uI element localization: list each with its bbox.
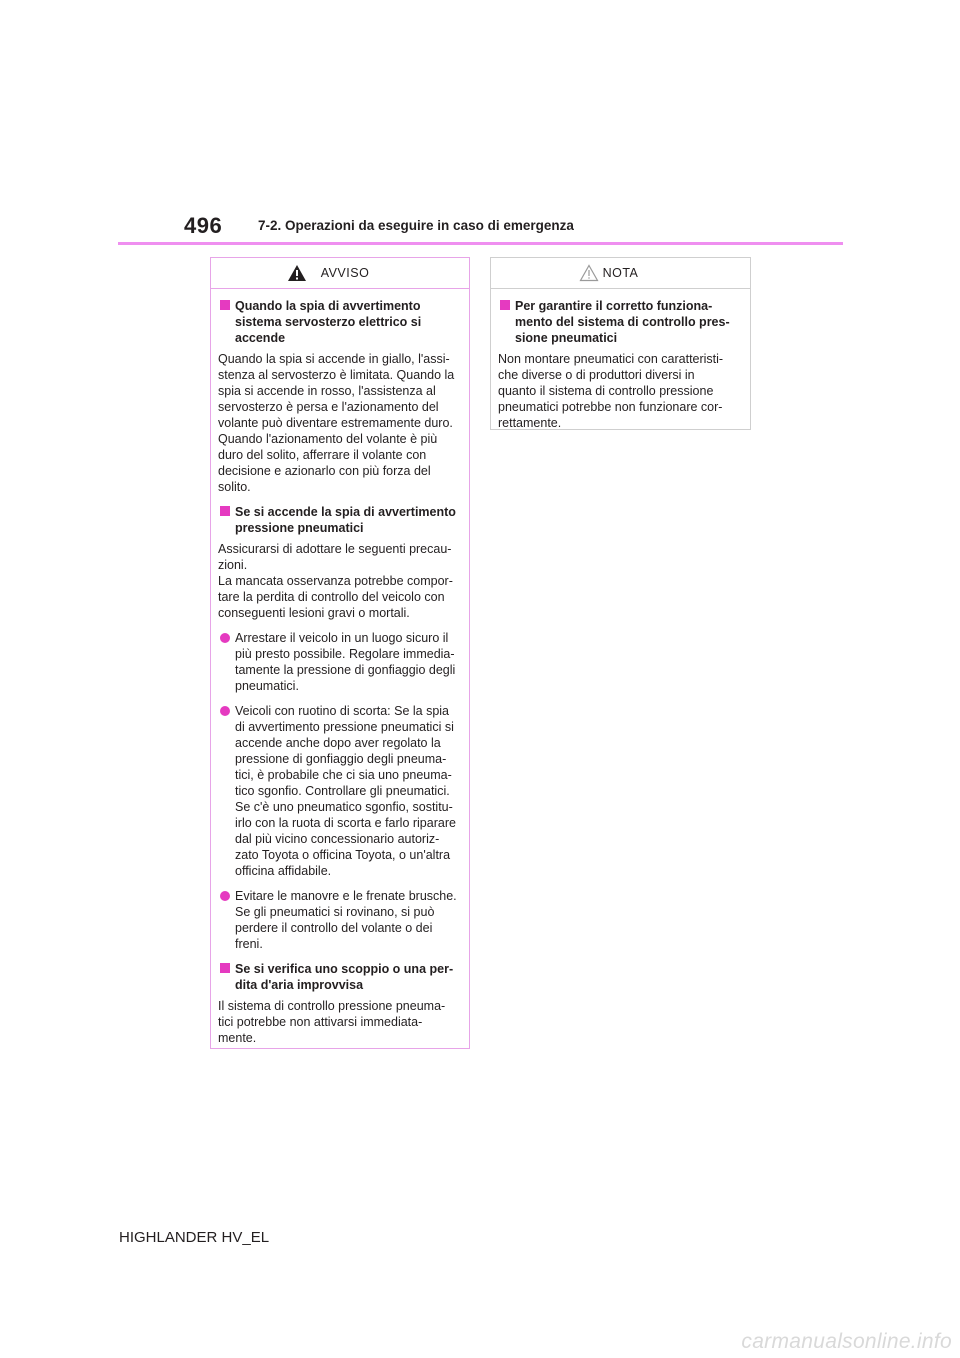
text-line: Evitare le manovre e le frenate brusche.	[235, 889, 457, 903]
nota-header	[491, 258, 750, 289]
text-line: Non montare pneumatici con caratteristi-	[498, 352, 724, 366]
nota-box	[490, 257, 751, 430]
text-line: tici potrebbe non attivarsi immediata-	[218, 1015, 423, 1029]
paragraph	[218, 541, 463, 621]
text-line: Se si verifica uno scoppio o una per-	[235, 962, 454, 976]
text-line: servosterzo è persa e l'azionamento del	[218, 400, 439, 414]
avviso-label: AVVISO	[320, 266, 370, 280]
paragraph	[218, 351, 463, 495]
bullet-item	[218, 703, 463, 879]
text-line: dal più vicino concessionario autoriz-	[235, 832, 440, 846]
caution-outline-icon	[579, 264, 599, 282]
square-bullet-icon	[500, 300, 510, 310]
item-heading	[218, 504, 463, 536]
text-line: pressione di gonfiaggio degli pneuma-	[235, 752, 447, 766]
text-line: Assicurarsi di adottare le seguenti precau-	[218, 542, 452, 556]
paragraph	[218, 998, 463, 1046]
text-line: sistema servosterzo elettrico si	[235, 315, 422, 329]
text-line: rettamente.	[498, 416, 562, 430]
nota-label: NOTA	[602, 266, 639, 280]
text-line: accende anche dopo aver regolato la	[235, 736, 441, 750]
text-line: stenza al servosterzo è limitata. Quando la	[218, 368, 455, 382]
text-line: tici, è probabile che ci sia uno pneuma-	[235, 768, 452, 782]
content-block	[498, 298, 744, 431]
section-title: 7-2. Operazioni da eseguire in caso di emergenza	[258, 218, 574, 233]
text-line: volante può diventare estremamente duro.	[218, 416, 453, 430]
text-line: freni.	[235, 937, 263, 951]
item-heading	[218, 298, 463, 346]
bullet-item	[218, 630, 463, 694]
text-line: decisione e azionarlo con più forza del	[218, 464, 431, 478]
page-number: 496	[184, 213, 223, 238]
item-heading	[498, 298, 744, 346]
text-line: tare la perdita di controllo del veicolo con	[218, 590, 445, 604]
avviso-body	[211, 289, 469, 1046]
text-line: quanto il sistema di controllo pressione	[498, 384, 714, 398]
warning-triangle-icon	[287, 264, 307, 282]
text-line: La mancata osservanza potrebbe compor-	[218, 574, 453, 588]
circle-bullet-icon	[220, 891, 230, 901]
circle-bullet-icon	[220, 706, 230, 716]
text-line: Se si accende la spia di avvertimento	[235, 505, 456, 519]
content-block	[218, 504, 463, 952]
text-line: tamente la pressione di gonfiaggio degli	[235, 663, 456, 677]
text-line: Per garantire il corretto funziona-	[515, 299, 713, 313]
bullet-item	[218, 888, 463, 952]
item-heading	[218, 961, 463, 993]
text-line: accende	[235, 331, 286, 345]
text-line: conseguenti lesioni gravi o mortali.	[218, 606, 410, 620]
text-line: perdere il controllo del volante o dei	[235, 921, 433, 935]
avviso-box	[210, 257, 470, 1049]
text-line: Quando la spia si accende in giallo, l'assi-	[218, 352, 450, 366]
text-line: più presto possibile. Regolare immedia-	[235, 647, 455, 661]
text-line: che diverse o di produttori diversi in	[498, 368, 695, 382]
text-line: tico sgonfio. Controllare gli pneumatici.	[235, 784, 450, 798]
nota-body	[491, 289, 750, 431]
text-line: irlo con la ruota di scorta e farlo riparare	[235, 816, 456, 830]
text-line: Quando l'azionamento del volante è più	[218, 432, 438, 446]
content-block	[218, 961, 463, 1046]
avviso-header	[211, 258, 469, 289]
text-line: officina affidabile.	[235, 864, 332, 878]
text-line: zioni.	[218, 558, 248, 572]
text-line: Arrestare il veicolo in un luogo sicuro il	[235, 631, 449, 645]
text-line: mente.	[218, 1031, 257, 1045]
header-rule	[118, 242, 843, 245]
text-line: mento del sistema di controllo pres-	[515, 315, 730, 329]
watermark: carmanualsonline.info	[741, 1330, 952, 1353]
text-line: zato Toyota o officina Toyota, o un'altra	[235, 848, 451, 862]
circle-bullet-icon	[220, 633, 230, 643]
text-line: spia si accende in rosso, l'assistenza al	[218, 384, 436, 398]
paragraph	[498, 351, 744, 431]
text-line: Se c'è uno pneumatico sgonfio, sostitu-	[235, 800, 453, 814]
square-bullet-icon	[220, 506, 230, 516]
text-line: pressione pneumatici	[235, 521, 364, 535]
text-line: Il sistema di controllo pressione pneuma-	[218, 999, 446, 1013]
text-line: di avvertimento pressione pneumatici si	[235, 720, 454, 734]
text-line: Quando la spia di avvertimento	[235, 299, 421, 313]
square-bullet-icon	[220, 300, 230, 310]
text-line: pneumatici potrebbe non funzionare cor-	[498, 400, 723, 414]
footer-model: HIGHLANDER HV_EL	[119, 1229, 270, 1246]
text-line: sione pneumatici	[515, 331, 618, 345]
text-line: pneumatici.	[235, 679, 299, 693]
text-line: duro del solito, afferrare il volante con	[218, 448, 427, 462]
text-line: Se gli pneumatici si rovinano, si può	[235, 905, 435, 919]
square-bullet-icon	[220, 963, 230, 973]
text-line: Veicoli con ruotino di scorta: Se la spia	[235, 704, 450, 718]
text-line: dita d'aria improvvisa	[235, 978, 364, 992]
text-line: solito.	[218, 480, 251, 494]
content-block	[218, 298, 463, 495]
